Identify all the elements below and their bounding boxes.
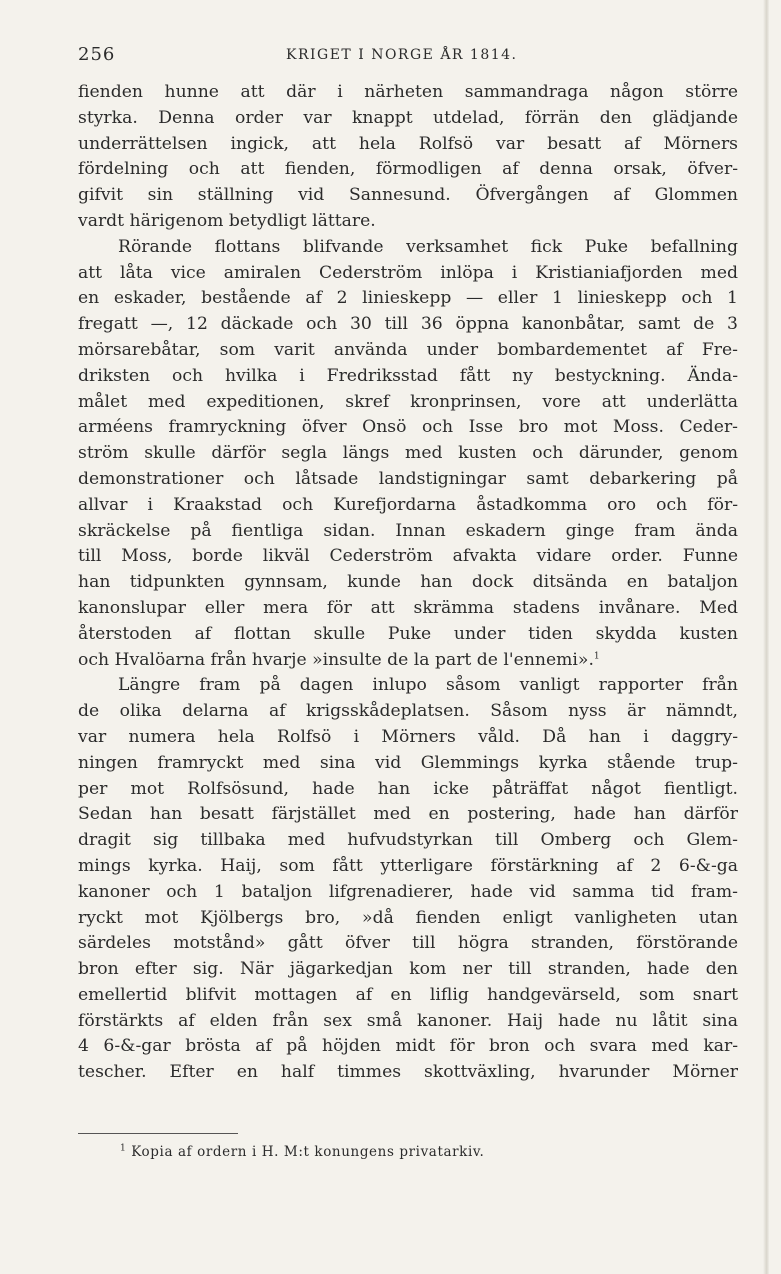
- text-line-with-footnote: [78, 648, 738, 674]
- text-line: särdeles motstånd» gått öfver till högra stranden, förstörande: [78, 933, 738, 954]
- text-line: bron efter sig. När jägarkedjan kom ner till stranden, hade den: [78, 959, 738, 980]
- text-line: var numera hela Rolfsö i Mörners våld. Då han i daggry-: [78, 726, 738, 747]
- text-line: att låta vice amiralen Cederström inlöpa i Kristianiafjorden med: [78, 262, 738, 283]
- body-text: [78, 80, 738, 1086]
- text-line: de olika delarna af krigsskådeplatsen. Såsom nyss är nämndt,: [78, 701, 738, 722]
- text-line: ningen framryckt med sina vid Glemmings kyrka stående trup-: [78, 752, 738, 773]
- text-line: målet med expeditionen, skref kronprinsen, vore att underlätta: [78, 391, 738, 412]
- text-line: kanonslupar eller mera för att skrämma stadens invånare. Med: [78, 597, 738, 618]
- text-line: dragit sig tillbaka med hufvudstyrkan till Omberg och Glem-: [78, 830, 738, 851]
- text-line: skräckelse på fientliga sidan. Innan eskadern ginge fram ända: [78, 520, 738, 541]
- text-line: en eskader, bestående af 2 linieskepp — eller 1 linieskepp och 1: [78, 288, 738, 309]
- text-line: han tidpunkten gynnsam, kunde han dock ditsända en bataljon: [78, 572, 738, 593]
- text-line: gifvit sin ställning vid Sannesund. Öfvergången af Glommen: [78, 185, 738, 206]
- text-line: till Moss, borde likväl Cederström afvakta vidare order. Funne: [78, 546, 738, 567]
- footnote-divider: [78, 1133, 238, 1134]
- text-line: återstoden af flottan skulle Puke under tiden skydda kusten: [78, 623, 738, 644]
- text-line-content: och Hvalöarna från hvarje »insulte de la part de l'ennemi».: [78, 649, 594, 670]
- page-number: 256: [78, 44, 116, 65]
- footnote-text: Kopia af ordern i H. M:t konungens privatarkiv.: [131, 1144, 485, 1160]
- text-line: mörsarebåtar, som varit använda under bombardementet af Fre-: [78, 339, 738, 360]
- text-line: vardt härigenom betydligt lättare.: [78, 210, 376, 231]
- text-line: 4 6-&-gar brösta af på höjden midt för bron och svara med kar-: [78, 1036, 738, 1057]
- page-header: [78, 44, 738, 70]
- text-line: Rörande flottans blifvande verksamhet fick Puke befallning: [118, 236, 738, 257]
- text-line: kanoner och 1 bataljon lifgrenadierer, hade vid samma tid fram-: [78, 881, 738, 902]
- footnote: [120, 1142, 720, 1162]
- text-line: fregatt —, 12 däckade och 30 till 36 öppna kanonbåtar, samt de 3: [78, 314, 738, 335]
- text-line: Sedan han besatt färjstället med en postering, hade han därför: [78, 804, 738, 825]
- text-line: arméens framryckning öfver Onsö och Isse bro mot Moss. Ceder-: [78, 417, 738, 438]
- text-line: förstärkts af elden från sex små kanoner. Haij hade nu låtit sina: [78, 1010, 738, 1031]
- text-line: fienden hunne att där i närheten sammandraga någon större: [78, 82, 738, 102]
- text-line: styrka. Denna order var knappt utdelad, förrän den glädjande: [78, 107, 738, 128]
- text-line: mings kyrka. Haij, som fått ytterligare förstärkning af 2 6-&-ga: [78, 855, 738, 876]
- text-line: ryckt mot Kjölbergs bro, »då fienden enligt vanligheten utan: [78, 907, 738, 928]
- text-line: Längre fram på dagen inlupo såsom vanligt rapporter från: [118, 675, 738, 696]
- footnote-reference: 1: [593, 650, 600, 661]
- text-line: per mot Rolfsösund, hade han icke påträffat något fientligt.: [78, 778, 738, 799]
- footnote-marker: 1: [120, 1143, 127, 1154]
- page-edge-shadow: [763, 0, 769, 1274]
- text-line: ström skulle därför segla längs med kusten och därunder, genom: [78, 443, 738, 464]
- text-line: tescher. Efter en half timmes skottväxling, hvarunder Mörner: [78, 1062, 738, 1083]
- text-line: fördelning och att fienden, förmodligen af denna orsak, öfver-: [78, 159, 738, 180]
- running-head: KRIGET I NORGE ÅR 1814.: [286, 47, 518, 63]
- text-line: allvar i Kraakstad och Kurefjordarna åstadkomma oro och för-: [78, 494, 738, 515]
- text-line: emellertid blifvit mottagen af en liflig handgevärseld, som snart: [78, 984, 738, 1005]
- text-line: demonstrationer och låtsade landstigningar samt debarkering på: [78, 468, 738, 489]
- text-line: underrättelsen ingick, att hela Rolfsö var besatt af Mörners: [78, 133, 738, 154]
- text-line: driksten och hvilka i Fredriksstad fått ny bestyckning. Ända-: [78, 365, 738, 386]
